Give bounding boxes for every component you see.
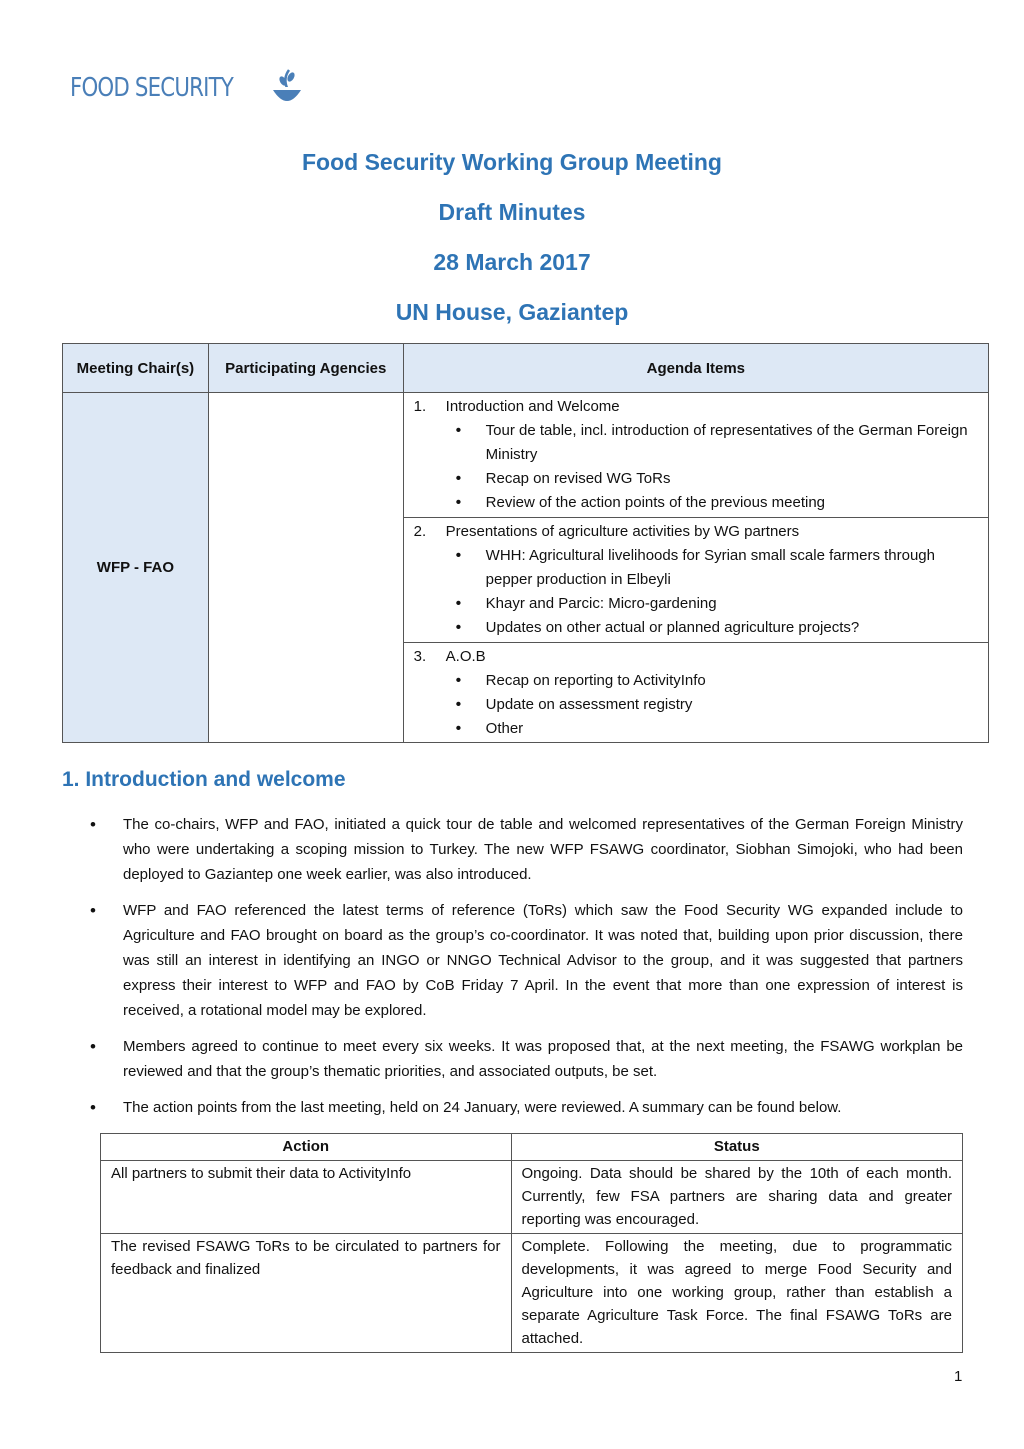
bullet-paragraph: • Members agreed to continue to meet every six weeks. It was proposed that, at the next meeting, the FSAWG workplan be reviewed and that the group’s thematic priorities, and associated outputs, be set.	[90, 1034, 963, 1084]
bullet-paragraph: • The co-chairs, WFP and FAO, initiated a quick tour de table and welcomed representatives of the German Foreign Ministry who were undertaking a scoping mission to Turkey. The new WFP FSAWG coordinator, Siobhan Simojoki, who had been deployed to Gaziantep one week earlier, was also introduced.	[90, 812, 963, 887]
header-participating-agencies: Participating Agencies	[208, 344, 403, 393]
agenda-item	[403, 393, 988, 518]
agenda-item-title: A.O.B	[445, 648, 486, 665]
introduction-bullets	[90, 812, 963, 1131]
title-date: 28 March 2017	[433, 249, 591, 275]
agenda-item-number: 2.	[413, 523, 427, 540]
document-titles	[0, 145, 1024, 345]
agenda-item-title: Presentations of agriculture activities by WG partners	[445, 523, 800, 540]
agenda-subitem: • Recap on revised WG ToRs	[456, 467, 980, 491]
action-cell: All partners to submit their data to ActivityInfo	[101, 1161, 512, 1234]
agenda-subitem: • Tour de table, incl. introduction of representatives of the German Foreign Ministry	[456, 419, 980, 467]
agenda-subitem: • Other	[456, 717, 980, 741]
meeting-chair-cell: WFP - FAO	[63, 393, 209, 743]
status-cell: Complete. Following the meeting, due to programmatic developments, it was agreed to merge Food Security and Agriculture into one working group, rather than establish a separate Agriculture Task Force. The final FSAWG ToRs are attached.	[511, 1234, 963, 1353]
section-heading-introduction: 1. Introduction and welcome	[62, 768, 346, 791]
header-agenda-items: Agenda Items	[403, 344, 988, 393]
logo-text: FOOD SECURITY	[70, 73, 234, 103]
page-number: 1	[954, 1368, 963, 1385]
agenda-table	[62, 343, 989, 743]
bullet-paragraph: • The action points from the last meeting, held on 24 January, were reviewed. A summary can be found below.	[90, 1095, 963, 1120]
agenda-item	[403, 518, 988, 643]
agenda-subitem: • WHH: Agricultural livelihoods for Syrian small scale farmers through pepper production in Elbeyli	[456, 544, 980, 592]
table-row	[101, 1234, 963, 1353]
agenda-item	[403, 643, 988, 743]
bullet-paragraph: • WFP and FAO referenced the latest terms of reference (ToRs) which saw the Food Security WG expanded include to Agriculture and FAO brought on board as the group’s co-coordinator. It was noted that, building upon prior discussion, there was still an interest in identifying an INGO or NNGO Technical Advisor to the group, and it was suggested that partners express their interest to WFP and FAO by CoB Friday 7 April. In the event that more than one expression of interest is received, a rotational model may be explored.	[90, 898, 963, 1023]
title-location: UN House, Gaziantep	[395, 299, 629, 325]
participating-agencies-cell	[208, 393, 403, 743]
header-status: Status	[511, 1134, 963, 1161]
agenda-item-title: Introduction and Welcome	[445, 398, 620, 415]
agenda-subitem: • Updates on other actual or planned agriculture projects?	[456, 616, 980, 640]
agenda-subitem: • Khayr and Parcic: Micro-gardening	[456, 592, 980, 616]
header-action: Action	[101, 1134, 512, 1161]
header-meeting-chair: Meeting Chair(s)	[63, 344, 209, 393]
table-row	[101, 1161, 963, 1234]
action-points-table	[100, 1133, 963, 1353]
action-cell: The revised FSAWG ToRs to be circulated to partners for feedback and finalized	[101, 1234, 512, 1353]
agenda-subitem: • Update on assessment registry	[456, 693, 980, 717]
status-cell: Ongoing. Data should be shared by the 10th of each month. Currently, few FSA partners are sharing data and greater reporting was encouraged.	[511, 1161, 963, 1234]
bowl-with-grain-icon	[269, 68, 305, 108]
title-draft-minutes: Draft Minutes	[438, 199, 586, 225]
agenda-subitem: • Recap on reporting to ActivityInfo	[456, 669, 980, 693]
agenda-item-number: 3.	[413, 648, 427, 665]
title-meeting: Food Security Working Group Meeting	[302, 149, 722, 175]
agenda-subitem: • Review of the action points of the previous meeting	[456, 491, 980, 515]
logo	[70, 68, 305, 108]
agenda-item-number: 1.	[413, 398, 427, 415]
